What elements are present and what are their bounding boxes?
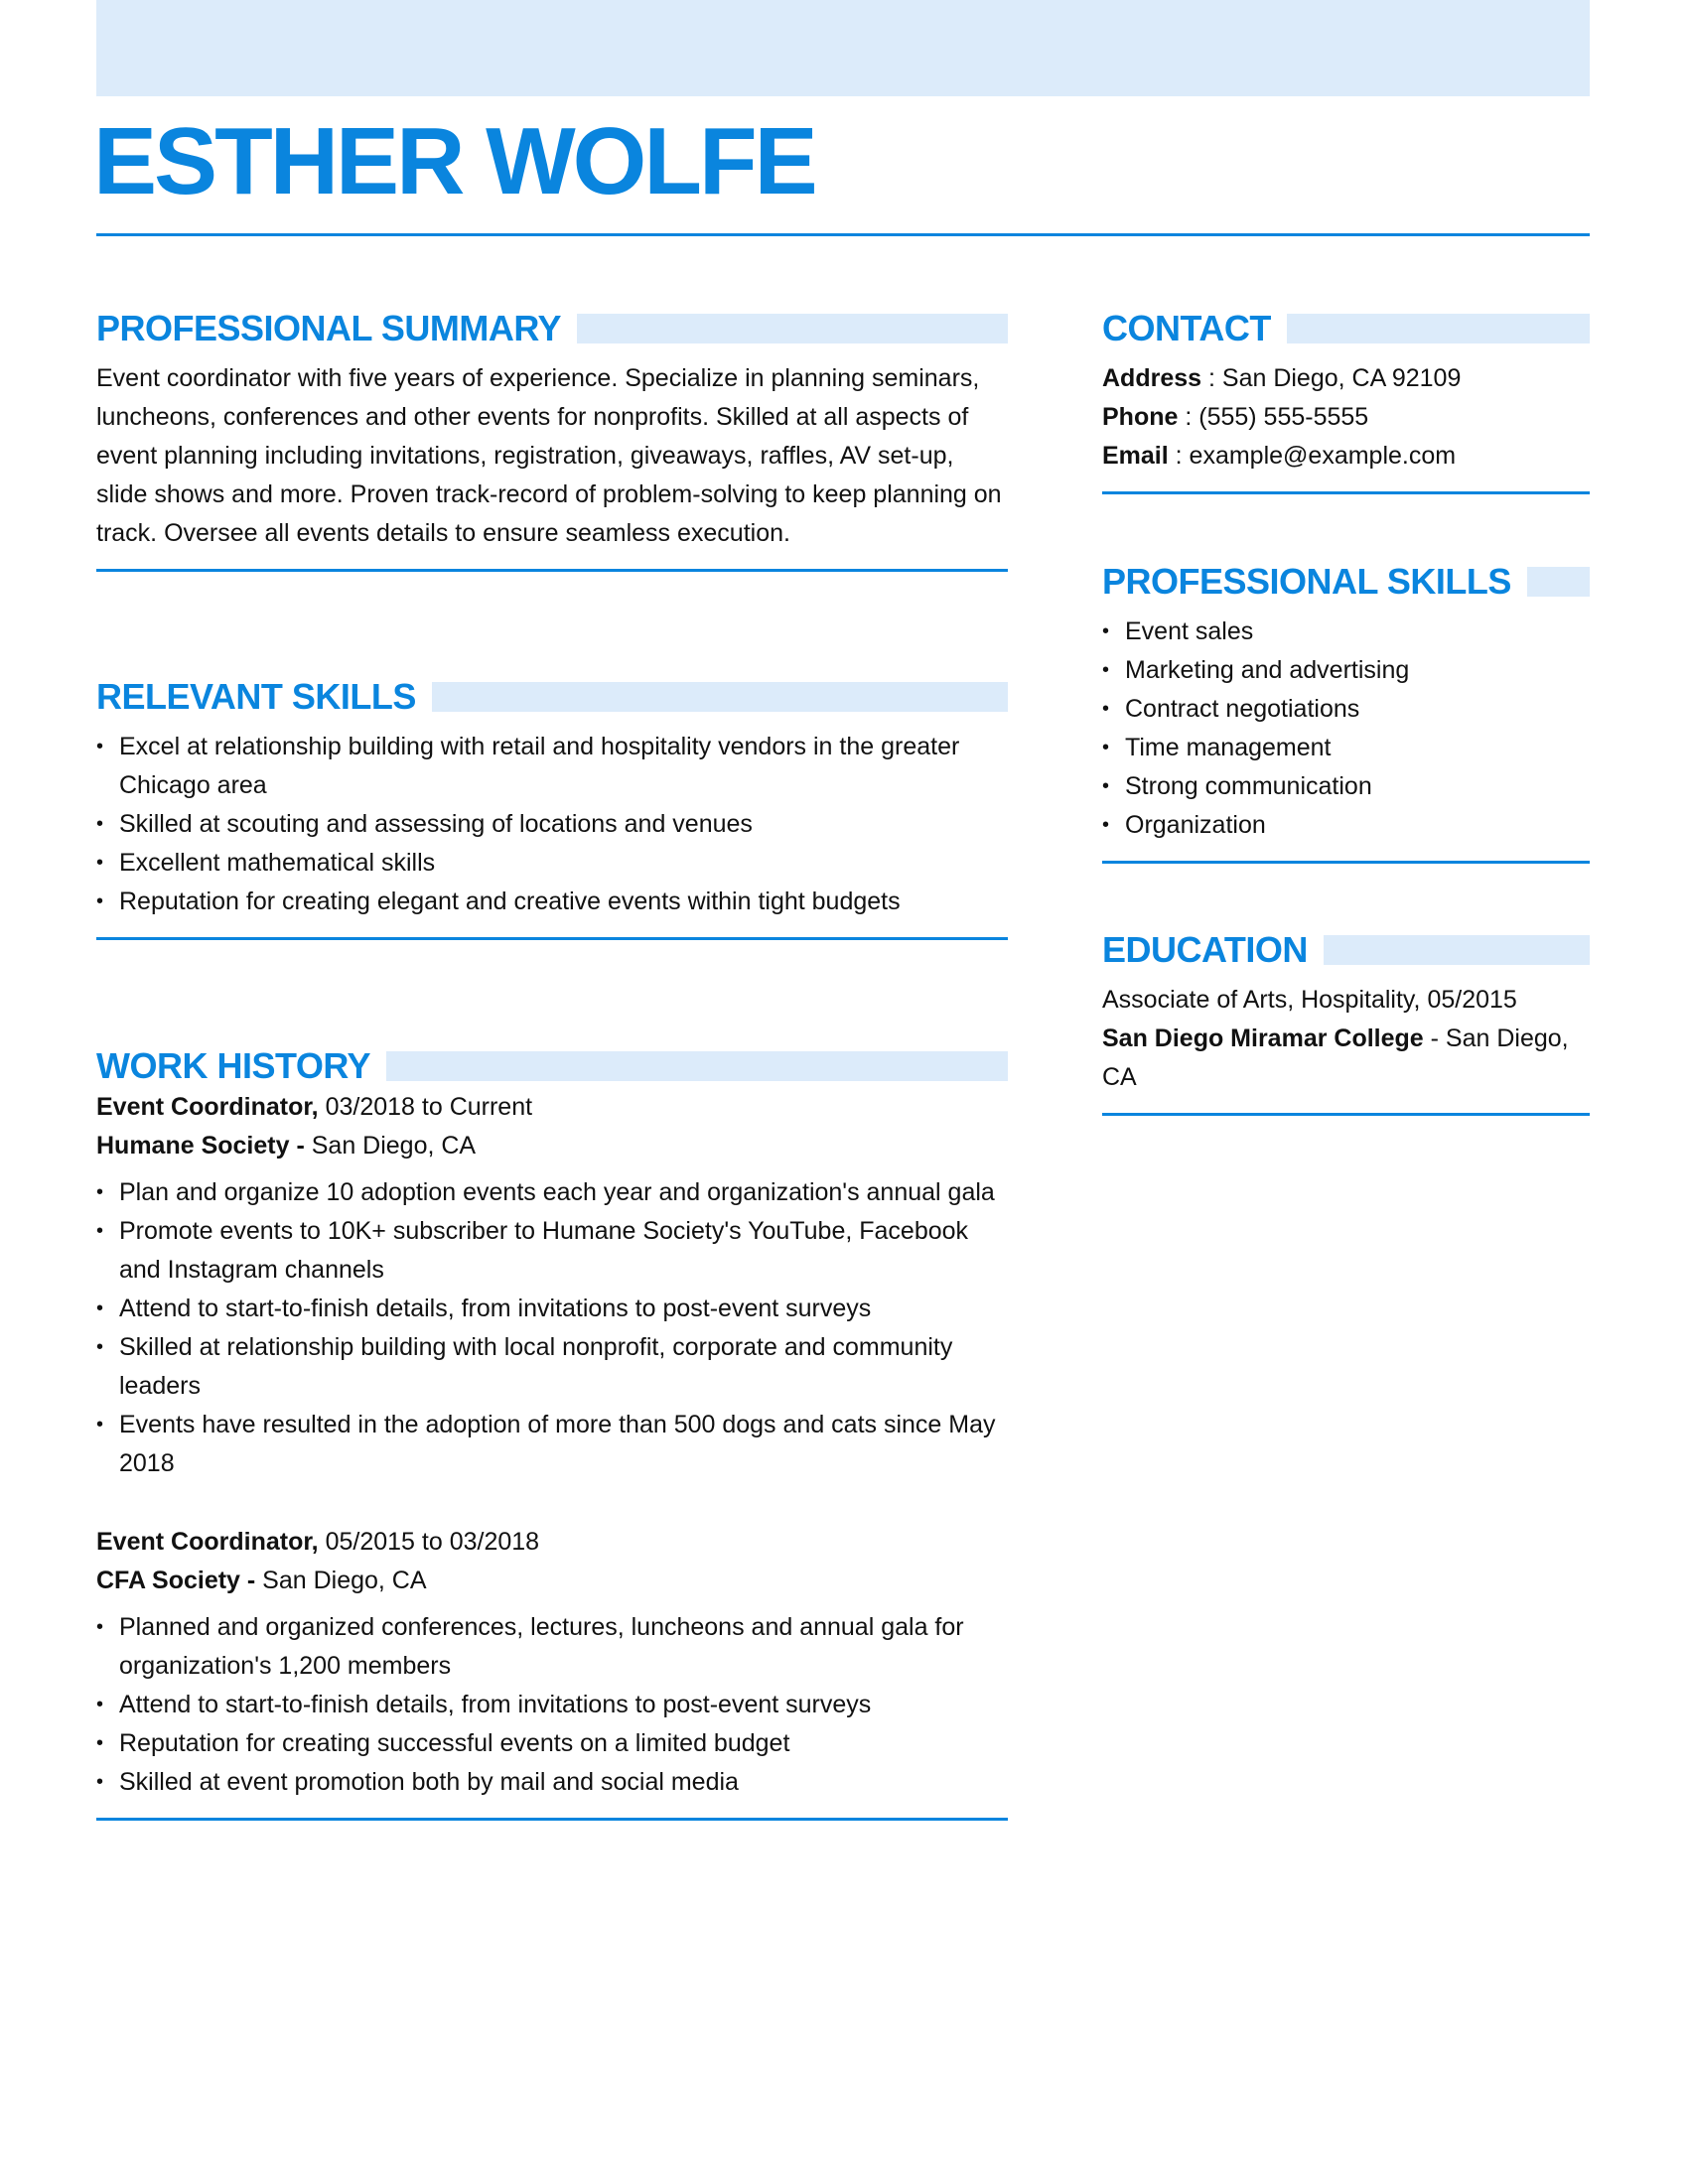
- education-location: - San Diego, CA: [1102, 1024, 1569, 1091]
- section-divider: [1102, 491, 1590, 494]
- job-company-line: [96, 1562, 1008, 1600]
- job-title-line: [96, 1523, 1008, 1562]
- separator: :: [1201, 364, 1222, 392]
- section-heading: PROFESSIONAL SKILLS: [1102, 561, 1511, 602]
- education-school: San Diego Miramar College: [1102, 1024, 1424, 1052]
- candidate-name: ESTHER WOLFE: [93, 108, 815, 214]
- professional-skills-section: [1102, 560, 1590, 864]
- section-divider: [96, 1818, 1008, 1821]
- job-company: Humane Society -: [96, 1132, 305, 1160]
- heading-bar: [432, 682, 1008, 712]
- list-item: • Excellent mathematical skills: [96, 844, 1008, 883]
- job-dates: 05/2015 to 03/2018: [325, 1528, 540, 1556]
- list-item: • Strong communication: [1102, 767, 1590, 806]
- name-divider: [96, 233, 1590, 236]
- section-divider: [96, 569, 1008, 572]
- list-item: • Skilled at event promotion both by mail and social media: [96, 1763, 1008, 1802]
- section-divider: [1102, 861, 1590, 864]
- heading-bar: [1287, 314, 1590, 343]
- heading-bar: [1527, 567, 1590, 597]
- job-location: San Diego, CA: [262, 1567, 427, 1594]
- address-value: San Diego, CA 92109: [1221, 364, 1462, 392]
- header-band: [96, 0, 1590, 96]
- professional-summary-section: [96, 307, 1008, 572]
- contact-email: [1102, 437, 1590, 476]
- list-item: • Event sales: [1102, 613, 1590, 651]
- professional-skills-list: [1102, 613, 1590, 845]
- heading-bar: [386, 1051, 1008, 1081]
- list-item: • Attend to start-to-finish details, from invitations to post-event surveys: [96, 1686, 1008, 1724]
- job-dates: 03/2018 to Current: [325, 1093, 533, 1121]
- relevant-skills-section: [96, 675, 1008, 940]
- phone-label: Phone: [1102, 403, 1179, 431]
- job-company-line: [96, 1127, 1008, 1165]
- education-section: [1102, 928, 1590, 1116]
- job-location: San Diego, CA: [311, 1132, 477, 1160]
- section-divider: [96, 937, 1008, 940]
- list-item: • Planned and organized conferences, lectures, luncheons and annual gala for organization's 1,200 members: [96, 1608, 1008, 1686]
- job-title: Event Coordinator,: [96, 1093, 319, 1121]
- list-item: • Skilled at scouting and assessing of locations and venues: [96, 805, 1008, 844]
- list-item: • Organization: [1102, 806, 1590, 845]
- section-heading: EDUCATION: [1102, 929, 1308, 970]
- education-school-line: [1102, 1020, 1590, 1097]
- contact-details: [1102, 359, 1590, 476]
- list-item: • Events have resulted in the adoption of more than 500 dogs and cats since May 2018: [96, 1406, 1008, 1483]
- email-value[interactable]: example@example.com: [1189, 442, 1457, 470]
- list-item: • Attend to start-to-finish details, from invitations to post-event surveys: [96, 1290, 1008, 1328]
- list-item: • Promote events to 10K+ subscriber to Humane Society's YouTube, Facebook and Instagram channels: [96, 1212, 1008, 1290]
- phone-value: (555) 555-5555: [1198, 403, 1369, 431]
- job-entry: [96, 1523, 1008, 1802]
- job-title: Event Coordinator,: [96, 1528, 319, 1556]
- section-heading: PROFESSIONAL SUMMARY: [96, 308, 562, 348]
- list-item: • Time management: [1102, 729, 1590, 767]
- job-title-line: [96, 1088, 1008, 1127]
- section-heading: CONTACT: [1102, 308, 1271, 348]
- separator: :: [1168, 442, 1190, 470]
- heading-bar: [1324, 935, 1590, 965]
- education-degree: Associate of Arts, Hospitality, 05/2015: [1102, 986, 1517, 1014]
- job-company: CFA Society -: [96, 1567, 256, 1594]
- list-item: • Reputation for creating elegant and creative events within tight budgets: [96, 883, 1008, 921]
- contact-phone: [1102, 398, 1590, 437]
- section-heading: WORK HISTORY: [96, 1045, 371, 1086]
- heading-bar: [577, 314, 1008, 343]
- list-item: • Excel at relationship building with retail and hospitality vendors in the greater Chicago area: [96, 728, 1008, 805]
- list-item: • Reputation for creating successful events on a limited budget: [96, 1724, 1008, 1763]
- work-history-section: [96, 1044, 1008, 1821]
- list-item: • Skilled at relationship building with local nonprofit, corporate and community leaders: [96, 1328, 1008, 1406]
- job-bullets: [96, 1608, 1008, 1802]
- job-bullets: [96, 1173, 1008, 1483]
- list-item: • Marketing and advertising: [1102, 651, 1590, 690]
- summary-text: Event coordinator with five years of experience. Specialize in planning seminars, luncheons, conferences and other events for nonprofits. Skilled at all aspects of event planning including invitations, registration, giveaways, raffles, AV set-up, slide shows and more. Proven track-record of problem-solving to keep planning on track. Oversee all events details to ensure seamless execution.: [96, 364, 1002, 547]
- section-divider: [1102, 1113, 1590, 1116]
- address-label: Address: [1102, 364, 1202, 392]
- contact-address: [1102, 359, 1590, 398]
- contact-section: [1102, 307, 1590, 494]
- email-label: Email: [1102, 442, 1169, 470]
- job-entry: [96, 1088, 1008, 1483]
- list-item: • Contract negotiations: [1102, 690, 1590, 729]
- section-heading: RELEVANT SKILLS: [96, 676, 416, 717]
- separator: :: [1178, 403, 1199, 431]
- education-details: [1102, 981, 1590, 1097]
- list-item: • Plan and organize 10 adoption events each year and organization's annual gala: [96, 1173, 1008, 1212]
- relevant-skills-list: [96, 728, 1008, 921]
